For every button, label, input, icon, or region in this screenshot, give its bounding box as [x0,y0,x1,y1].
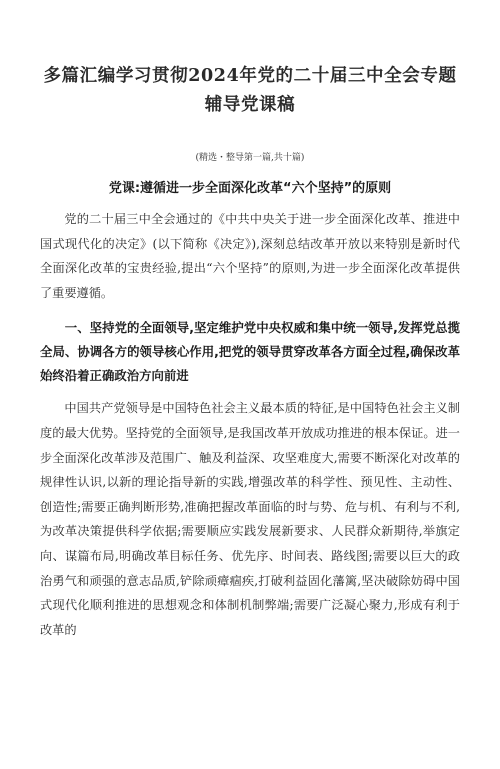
body-paragraph: 中国共产党领导是中国特色社会主义最本质的特征,是中国特色社会主义制度的最大优势。坚持党的全面领导,是我国改革开放成功推进的根本保证。进一步全面深化改革涉及范围广、触及利益深、攻坚难度大,需要不断深化对改革的规律性认识,以新的理论指导新的实践,增强改革的科学性、预见性、主动性、创造性;需要正确判断形势,准确把握改革面临的时与势、危与机、有利与不利,为改革决策提供科学依据;需要顺应实践发展新要求、人民群众新期待,举旗定向、谋篇布局,明确改革目标任务、优先序、时间表、路线图;需要以巨大的政治勇气和顽强的意志品质,铲除顽瘴痼疾,打破利益固化藩篱,坚决破除妨碍中国式现代化顺利推进的思想观念和体制机制弊端;需要广泛凝心聚力,形成有利于改革的 [40,401,460,637]
title-line-2: 辅导党课稿 [204,95,296,115]
title-line-1: 多篇汇编学习贯彻2024年党的二十届三中全会专题 [43,66,457,86]
intro-paragraph: 党的二十届三中全会通过的《中共中央关于进一步全面深化改革、推进中国式现代化的决定》(以下简称《决定》),深刻总结改革开放以来特别是新时代全面深化改革的宝贵经验,提出“六个坚持”的原则,为进一步全面深化改革提供了重要遵循。 [40,212,460,300]
document-subtitle: (精选・整导第一篇,共十篇) [195,153,305,163]
document-title [40,62,460,120]
heading-1: 一、坚持党的全面领导,坚定维护党中央权威和集中统一领导,发挥党总揽全局、协调各方的领导核心作用,把党的领导贯穿改革各方面全过程,确保改革始终沿着正确政治方向前进 [40,320,460,384]
section-title: 党课:遵循进一步全面深化改革“六个坚持”的原则 [108,181,392,196]
document-page [0,62,500,769]
